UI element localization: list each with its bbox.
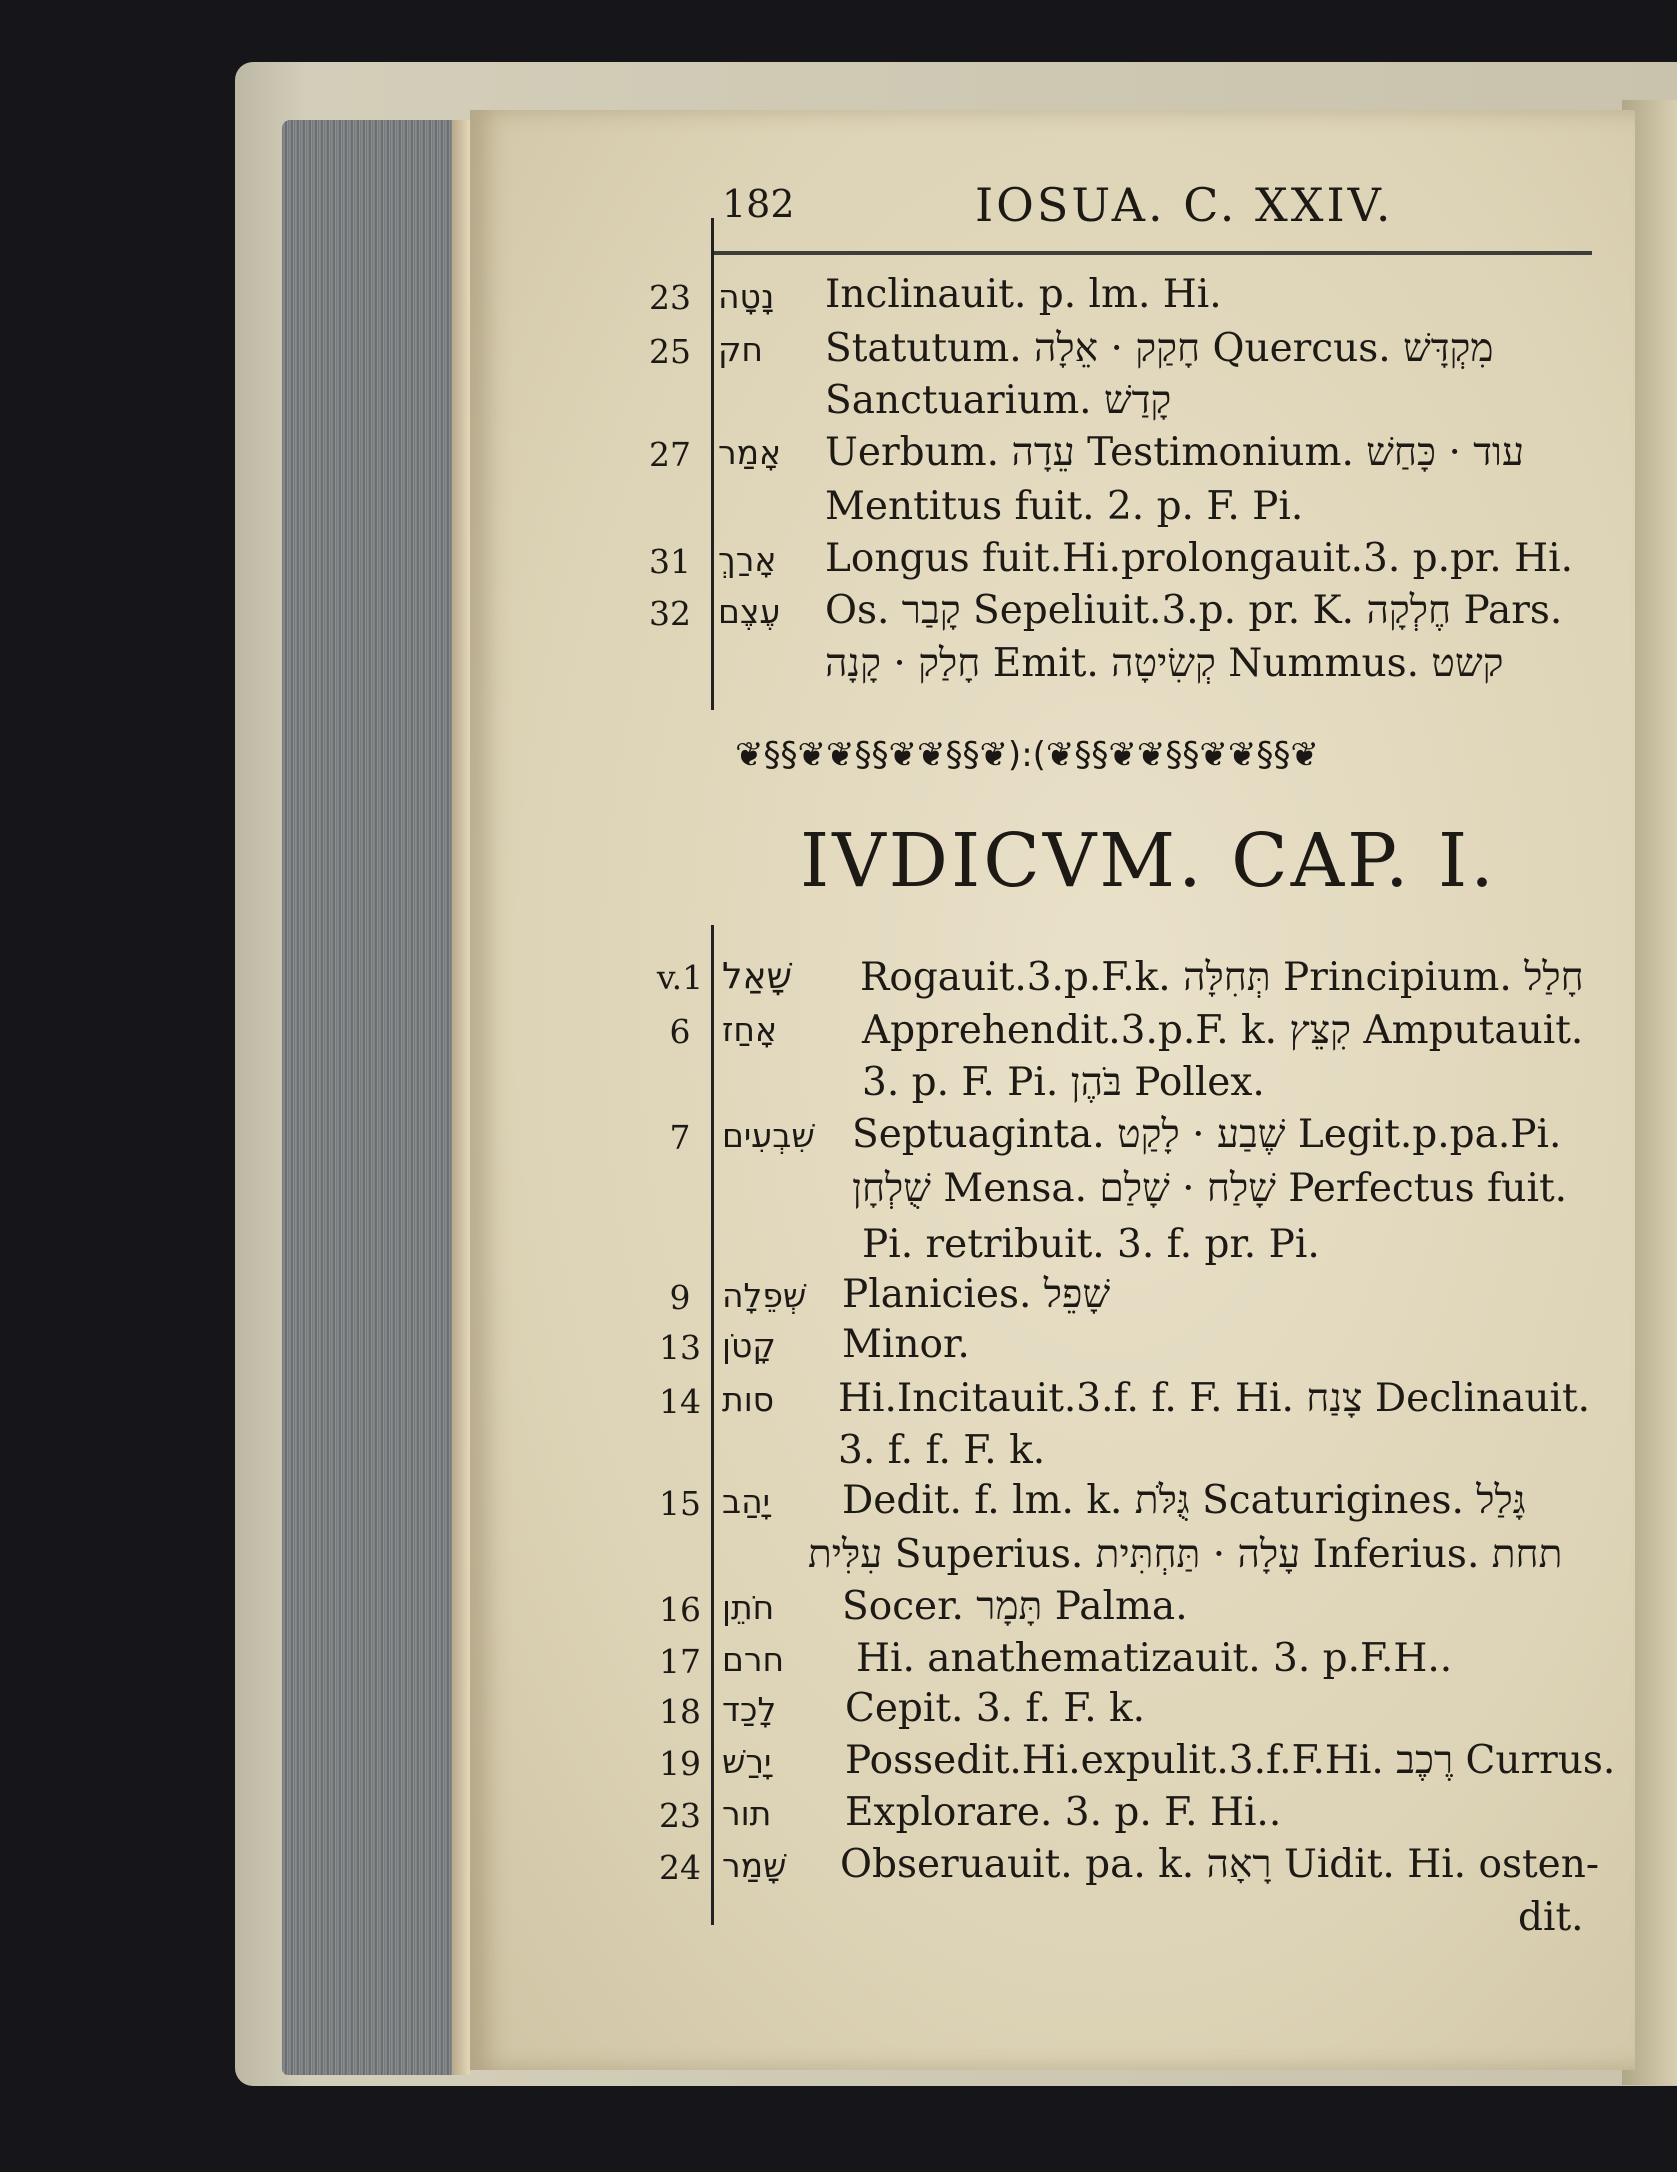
verse-number: 15 [659, 1484, 701, 1523]
hebrew-headword: קָטֹן [722, 1326, 776, 1365]
hebrew-headword: תור [722, 1794, 772, 1833]
gloss-line: Explorare. 3. p. F. Hi.. [845, 1790, 1282, 1835]
verse-number: 13 [659, 1328, 701, 1367]
page-edges [282, 120, 470, 2075]
hebrew-headword: אָחַז [722, 1010, 778, 1049]
verse-number: 19 [659, 1744, 701, 1783]
hebrew-headword: יָרַשׁ [722, 1742, 772, 1781]
hebrew-headword: סות [722, 1380, 775, 1419]
gloss-line: Statutum. חָקַק · אֵלָה Quercus. מִקְדָּשׁ [825, 326, 1494, 371]
gloss-line: Uerbum. עֵדָה Testimonium. עוד · כָּחַשׁ [825, 430, 1525, 475]
gloss-line: Possedit.Hi.expulit.3.f.F.Hi. רֶכֶב Currus. [845, 1738, 1616, 1783]
gloss-line: Pi. retribuit. 3. f. pr. Pi. [862, 1222, 1320, 1267]
gloss-line: Socer. תָּמָר Palma. [842, 1584, 1188, 1629]
verse-number: 18 [659, 1692, 701, 1731]
gloss-line: 3. f. f. F. k. [838, 1428, 1046, 1473]
gloss-line: 3. p. F. Pi. בֹּהֶן Pollex. [862, 1060, 1265, 1105]
ornamental-border: ❦§§❦❦§§❦❦§§❦):(❦§§❦❦§§❦❦§§❦ [735, 735, 1319, 775]
hebrew-headword: חֹתֵן [722, 1588, 775, 1627]
gloss-line: Cepit. 3. f. F. k. [845, 1686, 1146, 1731]
verse-number: 7 [669, 1118, 691, 1157]
hebrew-headword: שָׁמַר [722, 1846, 787, 1885]
verse-number: 32 [649, 594, 691, 633]
gloss-line: Sanctuarium. קָדַשׁ [825, 378, 1172, 423]
hebrew-headword: לָכַד [722, 1690, 777, 1729]
gloss-line: Septuaginta. שֶׁבַע · לָקַט Legit.p.pa.Pi. [852, 1112, 1562, 1157]
verse-number: 24 [659, 1848, 701, 1887]
page-number: 182 [722, 182, 795, 226]
verse-number: 27 [649, 435, 691, 474]
hebrew-headword: חרם [722, 1640, 785, 1679]
column-rule-top [711, 218, 714, 710]
gloss-line: Mentitus fuit. 2. p. F. Pi. [825, 484, 1304, 529]
verse-number: 6 [669, 1012, 691, 1051]
column-rule-bottom [711, 925, 714, 1925]
hebrew-headword: נָטָה [718, 277, 775, 316]
hebrew-headword: אָרַךְ [718, 540, 777, 579]
running-head: IOSUA. C. XXIV. [975, 178, 1394, 232]
verse-number: 17 [659, 1642, 701, 1681]
chapter-title: IVDICVM. CAP. I. [800, 818, 1497, 904]
gloss-line: Obseruauit. pa. k. רָאָה Uidit. Hi. osten- [840, 1842, 1600, 1887]
gloss-line: עִלִּית Superius. עָלָה · תַּחְתִּית Inferius. תחת [808, 1532, 1563, 1577]
gloss-line: Hi. anathematizauit. 3. p.F.H.. [856, 1636, 1453, 1681]
verse-number: 23 [649, 278, 691, 317]
gloss-line: Apprehendit.3.p.F. k. קִצֵּץ Amputauit. [862, 1008, 1584, 1053]
gloss-line: שֻׁלְחָן Mensa. שָׁלַח · שָׁלַם Perfectus fuit. [852, 1166, 1568, 1211]
hebrew-headword: עֶצֶם [718, 592, 781, 631]
hebrew-headword: יָהַב [722, 1482, 771, 1521]
hebrew-headword: שִׁבְעִים [722, 1116, 815, 1155]
gloss-line: Longus fuit.Hi.prolongauit.3. p.pr. Hi. [825, 536, 1573, 581]
hebrew-headword: שְׁפֵלָה [722, 1276, 807, 1315]
gloss-line: dit. [1518, 1895, 1584, 1940]
gloss-line: Planicies. שָׁפֵל [842, 1272, 1111, 1317]
gloss-line: Inclinauit. p. lm. Hi. [825, 272, 1222, 317]
verse-number: 23 [659, 1796, 701, 1835]
verse-number: 16 [659, 1590, 701, 1629]
verse-number: 14 [659, 1382, 701, 1421]
verse-number: 25 [649, 332, 691, 371]
gloss-line: Os. קָבַר Sepeliuit.3.p. pr. K. חֶלְקָה Pars. [825, 588, 1563, 633]
hebrew-headword: חק [718, 330, 763, 369]
verse-number: 31 [649, 542, 691, 581]
hebrew-headword: אָמַר [718, 433, 782, 472]
gloss-line: חָלַק · קָנָה Emit. קְשִׂיטָה Nummus. קשט [825, 641, 1504, 686]
header-rule [712, 251, 1592, 255]
verse-number: 9 [669, 1278, 691, 1317]
gloss-line: Rogauit.3.p.F.k. תְּחִלָּה Principium. חָלַל [860, 955, 1584, 1000]
gloss-line: Hi.Incitauit.3.f. f. F. Hi. צָנַח Declinauit. [838, 1376, 1591, 1421]
verse-number: v.1 [656, 958, 704, 997]
gloss-line: Minor. [842, 1322, 970, 1367]
hebrew-headword: שָׁאַל [722, 956, 793, 997]
gloss-line: Dedit. f. lm. k. גֻּלֹּת Scaturigines. גָּלַל [842, 1478, 1526, 1523]
